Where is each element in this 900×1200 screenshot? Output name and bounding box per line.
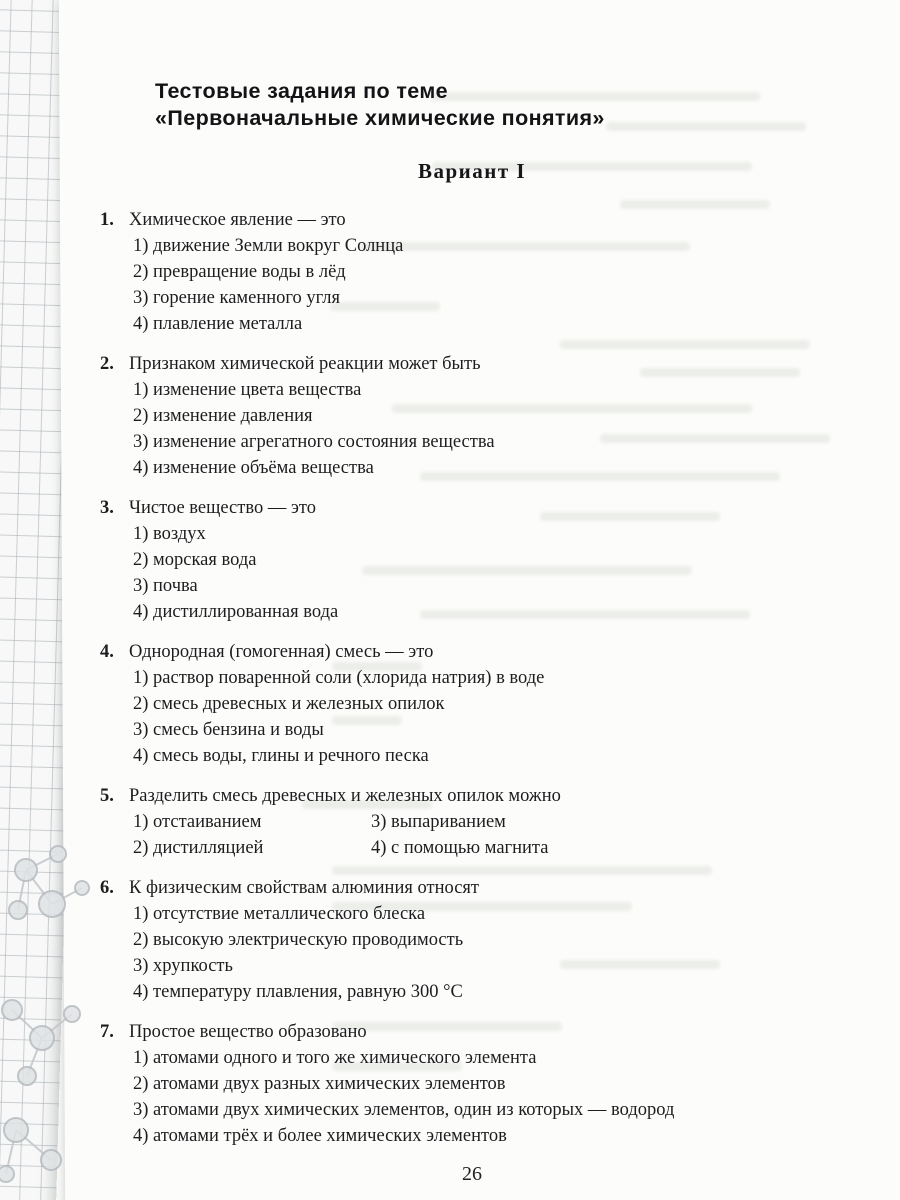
option-item: 2) высокую электрическую проводимость [133, 930, 464, 950]
option-item: 4) дистиллированная вода [133, 602, 339, 622]
question-head [100, 783, 844, 809]
option-item: 3) смесь бензина и воды [133, 720, 324, 740]
questions-list [100, 207, 844, 1149]
question-number: 5. [100, 786, 114, 806]
question-text: Чистое вещество — это [129, 498, 316, 518]
options-list [100, 377, 844, 481]
question-item [100, 207, 844, 337]
question-head [100, 207, 844, 233]
question-number: 6. [100, 878, 114, 898]
option-item: 2) дистилляцией [133, 838, 264, 858]
question-number: 3. [100, 498, 114, 518]
title-line-2: «Первоначальные химические понятия» [155, 106, 605, 130]
option-item: 4) изменение объёма вещества [133, 458, 374, 478]
question-text: Разделить смесь древесных и железных опилок можно [129, 786, 561, 806]
option-item: 2) атомами двух разных химических элементов [133, 1074, 506, 1094]
option-item: 1) отстаиванием [133, 812, 262, 832]
question-item [100, 1019, 844, 1149]
question-number: 7. [100, 1022, 114, 1042]
question-item [100, 639, 844, 769]
question-head [100, 639, 844, 665]
option-item: 2) морская вода [133, 550, 257, 570]
question-number: 4. [100, 642, 114, 662]
variant-heading: Вариант I [417, 159, 527, 183]
option-item: 4) атомами трёх и более химических элементов [133, 1126, 507, 1146]
options-list [100, 233, 844, 337]
option-item: 4) смесь воды, глины и речного песка [133, 746, 429, 766]
options-list [100, 809, 844, 861]
question-text: Признаком химической реакции может быть [129, 354, 481, 374]
question-item [100, 351, 844, 481]
page-content [100, 78, 844, 1186]
question-text: К физическим свойствам алюминия относят [129, 878, 480, 898]
question-text: Химическое явление — это [129, 210, 346, 230]
option-item: 3) изменение агрегатного состояния вещества [133, 432, 495, 452]
question-head [100, 1019, 844, 1045]
option-item: 2) превращение воды в лёд [133, 262, 346, 282]
option-item: 1) атомами одного и того же химического элемента [133, 1048, 537, 1068]
page-number: 26 [462, 1163, 482, 1185]
options-list [100, 1045, 844, 1149]
option-item: 4) плавление металла [133, 314, 303, 334]
option-item: 1) отсутствие металлического блеска [133, 904, 426, 924]
options-list [100, 901, 844, 1005]
option-item: 1) воздух [133, 524, 206, 544]
option-item: 3) хрупкость [133, 956, 233, 976]
question-number: 1. [100, 210, 114, 230]
option-item: 3) атомами двух химических элементов, один из которых — водород [133, 1100, 675, 1120]
question-text: Однородная (гомогенная) смесь — это [129, 642, 434, 662]
question-number: 2. [100, 354, 114, 374]
option-item: 2) изменение давления [133, 406, 313, 426]
options-list [100, 521, 844, 625]
page-title [100, 78, 844, 132]
option-item: 4) с помощью магнита [371, 838, 549, 858]
option-item: 1) движение Земли вокруг Солнца [133, 236, 404, 256]
question-head [100, 875, 844, 901]
option-item: 1) изменение цвета вещества [133, 380, 362, 400]
option-item: 3) горение каменного угля [133, 288, 341, 308]
options-list [100, 665, 844, 769]
question-item [100, 495, 844, 625]
question-item [100, 783, 844, 861]
question-head [100, 495, 844, 521]
option-item: 4) температуру плавления, равную 300 °C [133, 982, 463, 1002]
title-line-1: Тестовые задания по теме [155, 79, 449, 103]
option-item: 2) смесь древесных и железных опилок [133, 694, 445, 714]
option-item: 3) почва [133, 576, 198, 596]
question-head [100, 351, 844, 377]
question-text: Простое вещество образовано [129, 1022, 367, 1042]
question-item [100, 875, 844, 1005]
option-item: 3) выпариванием [371, 812, 506, 832]
option-item: 1) раствор поваренной соли (хлорида натрия) в воде [133, 668, 545, 688]
